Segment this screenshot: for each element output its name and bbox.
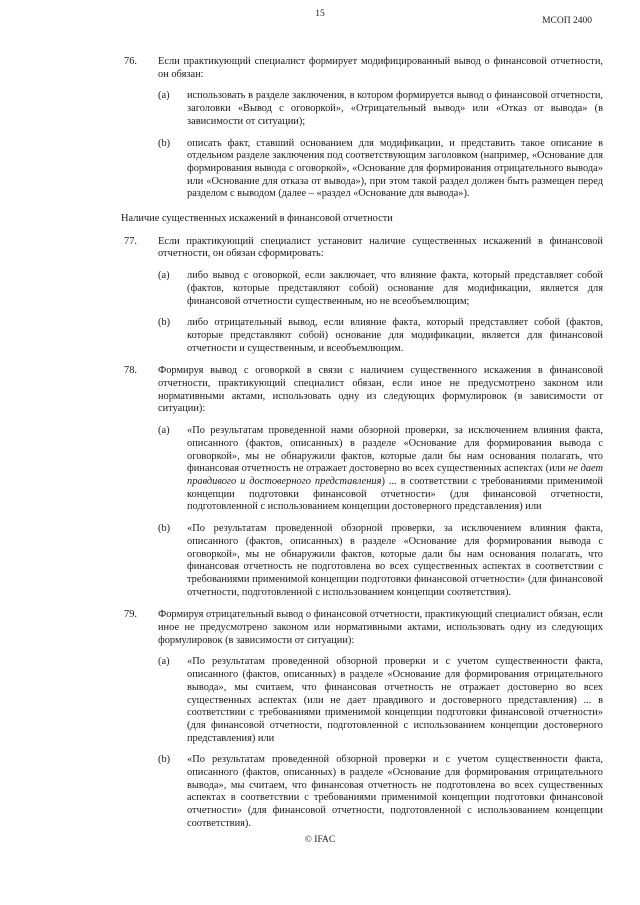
section-heading: Наличие существенных искажений в финансовой отчетности: [121, 213, 393, 225]
item-text: «По результатам проведенной обзорной проверки и с учетом существенности факта, описанного (фактов, описанных) в разделе «Основание для формирования отрицательного вывода», мы считаем, что финансовая отчетность не подготовлена во всех существенных аспектах в соответствии с требованиями применимой концепции подготовки финансовой отчетности» (для финансовой отчетности, подготовленной с использованием концепции соответствия).: [187, 754, 603, 829]
item-text: либо вывод с оговоркой, если заключает, что влияние факта, который представляет собой (фактов, которые представляют собой) основание для модификации, является для финансовой отчетности существенным, но не всеобъемлющим;: [187, 270, 603, 307]
item-label: (b): [158, 317, 171, 329]
footer-copyright: © IFAC: [304, 835, 336, 845]
item-text-italic: не дает правдивого и достоверного представления: [187, 463, 603, 487]
page-number: 15: [315, 9, 325, 19]
paragraph-text: Формируя отрицательный вывод о финансовой отчетности, практикующий специалист обязан, если иное не предусмотрено законом или нормативными актами, использовать одну из следующих формулировок (в зависимости от ситуации):: [158, 609, 603, 646]
item-label: (a): [158, 425, 170, 437]
item-label: (b): [158, 137, 171, 149]
paragraph-number: 78.: [124, 365, 137, 377]
item-label: (b): [158, 754, 171, 766]
list-item-78b: [158, 523, 603, 599]
paragraph-number: 76.: [124, 56, 137, 67]
standard-code: МСОП 2400: [542, 16, 592, 26]
list-item-76a: [158, 90, 603, 128]
item-text: использовать в разделе заключения, в котором формируется вывод о финансовой отчетности, заголовки «Вывод с оговоркой», «Отрицательный вывод» или «Отказ от вывода» (в зависимости от ситуации);: [187, 90, 603, 127]
paragraph-text: Если практикующий специалист формирует модифицированный вывод о финансовой отчетности, он обязан:: [158, 56, 603, 80]
paragraph-78: [124, 365, 603, 416]
list-item-76b: [158, 137, 603, 202]
list-item-77a: [158, 270, 603, 308]
item-label: (a): [158, 270, 170, 282]
list-item-78a: [158, 425, 603, 514]
item-text: описать факт, ставший основанием для модификации, и представить такое описание в отдельном разделе заключения под соответствующим заголовком (например, «Основание для формирования вывода с оговоркой», «Основание для формирования отрицательного вывода» или «Основание для отказа от вывода»), при этом такой раздел должен быть размещен перед разделом с выводом (далее – «раздел «Основание для вывода»).: [187, 137, 603, 200]
item-label: (a): [158, 656, 170, 668]
item-text-part-2: ) ... в соответствии с требованиями применимой концепции подготовки финансовой отчетности» (для финансовой отчетности, подготовленной с использованием концепции достоверного представления) или: [187, 475, 603, 513]
item-text-part-1: «По результатам проведенной нами обзорной проверки, за исключением влияния факта, описанного (фактов, описанных) в разделе «Основание для формирования вывода с оговоркой», мы не обнаружили фактов, которые дали бы нам основания полагать, что финансовая отчетность не отражает достоверно во всех существенных аспектах (или: [187, 425, 603, 475]
item-text: либо отрицательный вывод, если влияние факта, который представляет собой (фактов, которые представляют собой) основание для модификации, является для финансовой отчетности и существенным, и всеобъемлющим.: [187, 317, 603, 354]
paragraph-text: Если практикующий специалист установит наличие существенных искажений в финансовой отчетности, он обязан сформировать:: [158, 235, 603, 260]
item-text: «По результатам проведенной обзорной проверки и с учетом существенности факта, описанного (фактов, описанных) в разделе «Основание для формирования отрицательного вывода», мы считаем, что финансовая отчетность не отражает достоверно во всех существенных аспектах (или не дает правдивого и достоверного представления) ... в соответствии с требованиями применимой концепции подготовки финансовой отчетности» (для финансовой отчетности, подготовленной с использованием концепции достоверного представления) или: [187, 656, 603, 744]
page-content: [0, 40, 640, 831]
item-label: (a): [158, 90, 170, 102]
paragraph-number: 77.: [124, 235, 137, 247]
item-text: [187, 425, 603, 514]
paragraph-77: [124, 235, 603, 261]
paragraph-79: [124, 609, 603, 647]
list-item-79a: [158, 656, 603, 745]
paragraph-text: Формируя вывод с оговоркой в связи с наличием существенного искажения в финансовой отчетности, практикующий специалист обязан, если иное не предусмотрено законом или нормативными актами, использовать одну из следующих формулировок (в зависимости от ситуации):: [158, 365, 603, 415]
item-label: (b): [158, 523, 171, 535]
item-text: «По результатам проведенной обзорной проверки, за исключением влияния факта, описанного (фактов, описанных) в разделе «Основание для формирования вывода с оговоркой», мы не обнаружили фактов, которые дали бы нам основания полагать, что финансовая отчетность не подготовлена во всех существенных аспектах в соответствии с требованиями применимой концепции подготовки финансовой отчетности» (для финансовой отчетности, подготовленной с использованием концепции соответствия).: [187, 523, 603, 598]
list-item-79b: [158, 754, 603, 830]
paragraph-76: [124, 56, 603, 81]
list-item-77b: [158, 317, 603, 355]
paragraph-number: 79.: [124, 609, 137, 621]
